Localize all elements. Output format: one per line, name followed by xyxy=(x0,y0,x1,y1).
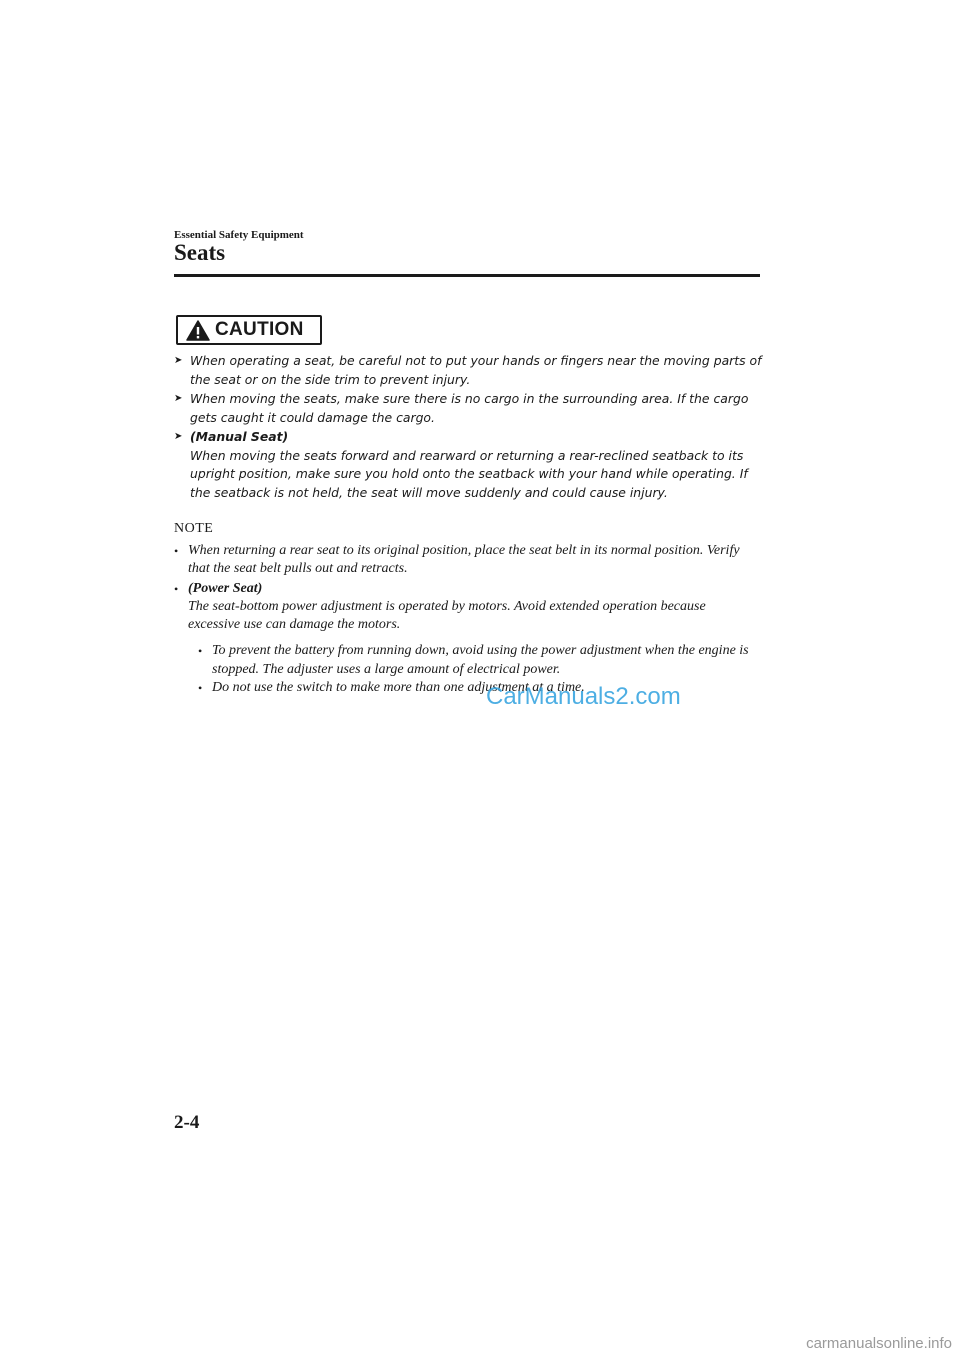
bullet-dot-icon: • xyxy=(174,544,179,558)
arrow-bullet-icon: ➤ xyxy=(174,355,183,366)
page-number: 2-4 xyxy=(174,1112,200,1133)
bullet-dot-icon: • xyxy=(174,581,179,596)
bullet-dot-icon: • xyxy=(198,681,203,696)
note-list xyxy=(174,542,754,698)
caution-item xyxy=(174,352,764,389)
note-item-text: When returning a rear seat to its original position, place the seat belt in its normal position. Verify that the seat belt pulls out and retracts. xyxy=(188,543,740,577)
caution-item xyxy=(174,428,764,502)
caution-item-subhead: (Manual Seat) xyxy=(190,429,289,444)
note-heading: NOTE xyxy=(174,521,214,536)
footer-watermark: carmanualsonline.info xyxy=(806,1335,952,1352)
caution-item-text: When moving the seats, make sure there is no cargo in the surrounding area. If the cargo gets caught it could damage the cargo. xyxy=(190,391,749,425)
bullet-dot-icon: • xyxy=(198,644,203,659)
note-item xyxy=(174,580,754,698)
warning-triangle-icon xyxy=(186,320,210,341)
note-sub-item-text: To prevent the battery from running down, avoid using the power adjustment when the engine is stopped. The adjuster uses a large amount of electrical power. xyxy=(212,643,749,677)
watermark: CarManuals2.com xyxy=(486,683,681,710)
caution-label: CAUTION xyxy=(215,319,304,340)
arrow-bullet-icon: ➤ xyxy=(174,393,183,404)
note-sub-item-text: Do not use the switch to make more than one adjustment at a time. xyxy=(212,680,585,696)
caution-badge xyxy=(176,315,322,345)
caution-item xyxy=(174,390,764,427)
caution-list xyxy=(174,352,764,503)
caution-item-text: When moving the seats forward and rearward or returning a rear-reclined seatback to its upright position, make sure you hold onto the seatback with your hand while operating. If the seatback is not held, the seat will move suddenly and could cause injury. xyxy=(190,447,748,500)
arrow-bullet-icon: ➤ xyxy=(174,431,183,442)
title-divider xyxy=(174,274,760,277)
caution-item-text: When operating a seat, be careful not to put your hands or fingers near the moving parts of the seat or on the side trim to prevent injury. xyxy=(190,353,762,387)
note-item-text: The seat-bottom power adjustment is operated by motors. Avoid extended operation because excessive use can damage the motors. xyxy=(188,598,706,633)
note-item-subhead: (Power Seat) xyxy=(188,580,263,596)
note-sub-item xyxy=(198,642,754,679)
section-label: Essential Safety Equipment xyxy=(174,229,304,241)
page-title: Seats xyxy=(174,240,226,265)
note-item xyxy=(174,542,754,579)
